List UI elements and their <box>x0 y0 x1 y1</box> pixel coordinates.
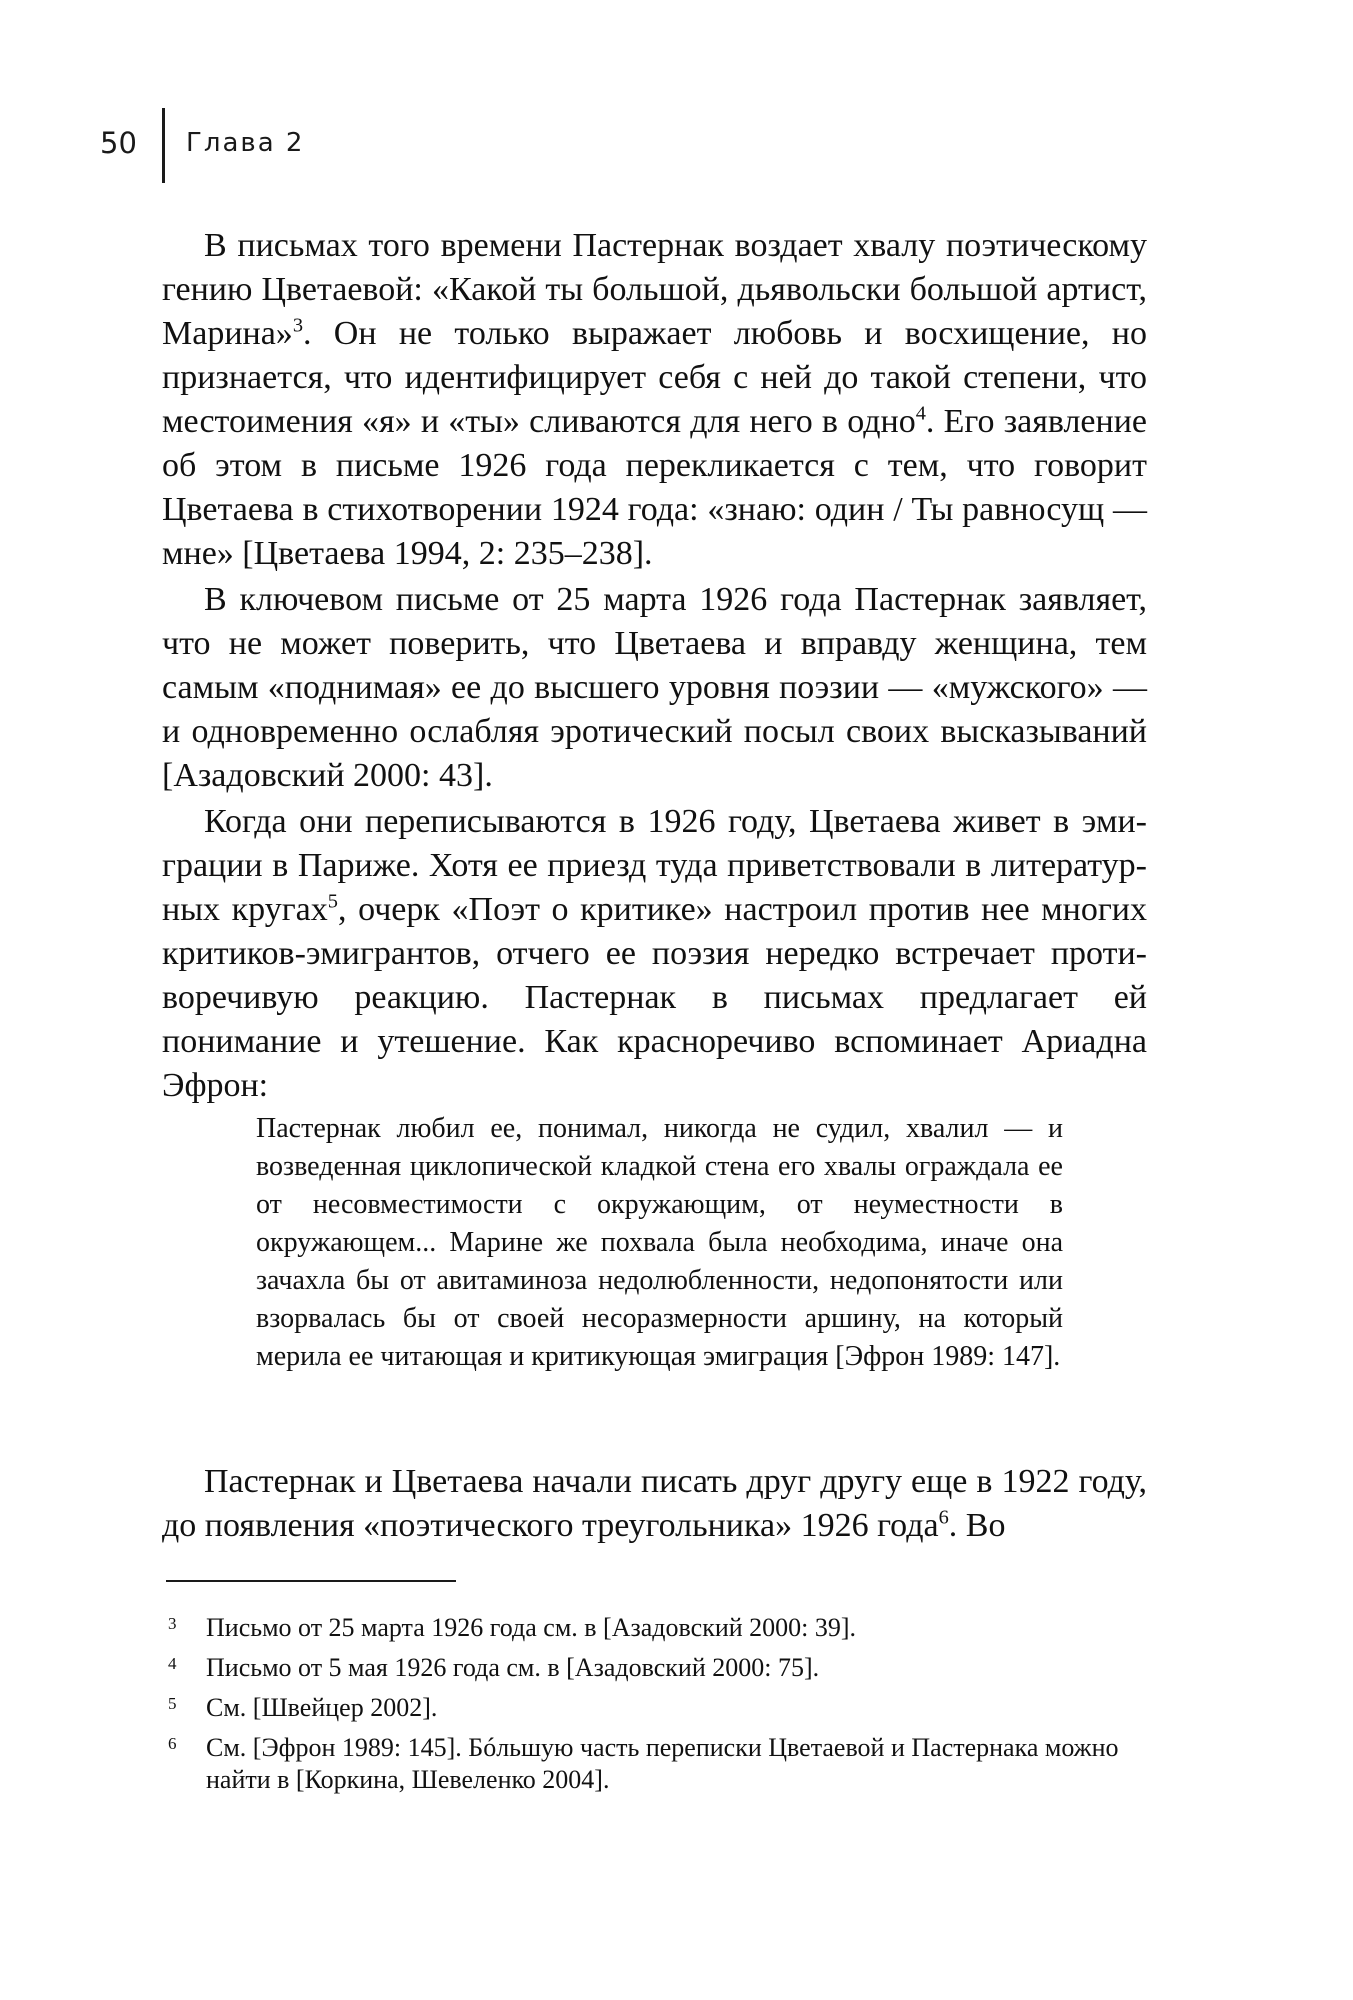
header-divider <box>162 108 165 183</box>
footnote-ref[interactable]: 5 <box>327 890 338 913</box>
footnote <box>166 1652 1146 1684</box>
footnote <box>166 1612 1146 1644</box>
paragraph: В письмах того времени Пастернак воздает хвалу поэтическому гению Цветаевой: «Какой ты большой, дьявольски большой артист, Марина»$^3$. Он не только выражает любовь и восхищение, но признается, что идентифицирует себя с ней до такой степени, что местоимения «я» и «ты» сливаются для него в одно$^4$. Его заявление об этом в письме 1926 года перекликается с тем, что говорит Цветаева в стихотворении 1924 года: «знаю: один / Ты равносущ — мне» [Цветаева 1994, 2: 235–238]. <box>162 227 1147 572</box>
footnote-ref[interactable]: 6 <box>938 1506 949 1529</box>
footnote-number: 4 <box>168 1654 177 1673</box>
paragraph: В ключевом письме от 25 марта 1926 года Пастернак заявляет, что не может поверить, что Цветаева и вправду женщина, тем самым «поднимая» ее до высшего уровня поэзии — «мужского» — и одновременно ослабляя эротический посыл своих высказываний [Азадовский 2000: 43]. <box>162 581 1147 794</box>
main-text <box>162 224 1147 1108</box>
footnote-text: Письмо от 25 марта 1926 года см. в [Азадовский 2000: 39]. <box>206 1613 857 1642</box>
page-number: 50 <box>100 126 137 160</box>
footnote-number: 5 <box>168 1694 177 1713</box>
paragraph: Пастернак и Цветаева начали писать друг другу еще в 1922 году, до появления «поэтического треугольника» 1926 года$^6$. Во <box>162 1463 1147 1544</box>
quote-text: Пастернак любил ее, понимал, никогда не судил, хвалил — и возведенная циклопической кладкой стена его хвалы ограждала ее от несовместимости с окружающим, от неуместности в окружающем... Марине же похвала была необходима, иначе она зачахла бы от авитаминоза недолюбленности, недопонятости или взорвалась бы от своей несоразмерности аршину, на который мерила ее читающая и критикующая эмиграция [Эфрон 1989: 147]. <box>256 1113 1063 1372</box>
footnote-divider <box>166 1580 456 1582</box>
main-text-continued <box>162 1460 1147 1548</box>
footnote-ref[interactable]: 3 <box>292 314 304 337</box>
block-quote <box>256 1110 1063 1376</box>
footnote-text: См. [Швейцер 2002]. <box>206 1693 438 1722</box>
chapter-title: Глава 2 <box>186 128 305 158</box>
footnote-number: 6 <box>168 1734 177 1753</box>
footnote <box>166 1732 1146 1796</box>
paragraph: Когда они переписываются в 1926 году, Цветаева живет в эмиграции в Париже. Хотя ее приезд туда приветствовали в литературных кругах$^5$, очерк «Поэт о критике» настроил против нее многих критиков-эмигрантов, отчего ее поэзия нередко встречает противоречивую реакцию. Пастернак в письмах предлагает ей понимание и утешение. Как красноречиво вспоминает Ариадна Эфрон: <box>162 803 1147 1104</box>
footnotes <box>166 1612 1146 1804</box>
footnote-number: 3 <box>168 1614 177 1633</box>
footnote <box>166 1692 1146 1724</box>
footnote-text: См. [Эфрон 1989: 145]. Бóльшую часть переписки Цветаевой и Пастернака можно найти в [Коркина, Шевеленко 2004]. <box>206 1733 1119 1794</box>
footnote-text: Письмо от 5 мая 1926 года см. в [Азадовский 2000: 75]. <box>206 1653 820 1682</box>
footnote-ref[interactable]: 4 <box>915 402 926 425</box>
